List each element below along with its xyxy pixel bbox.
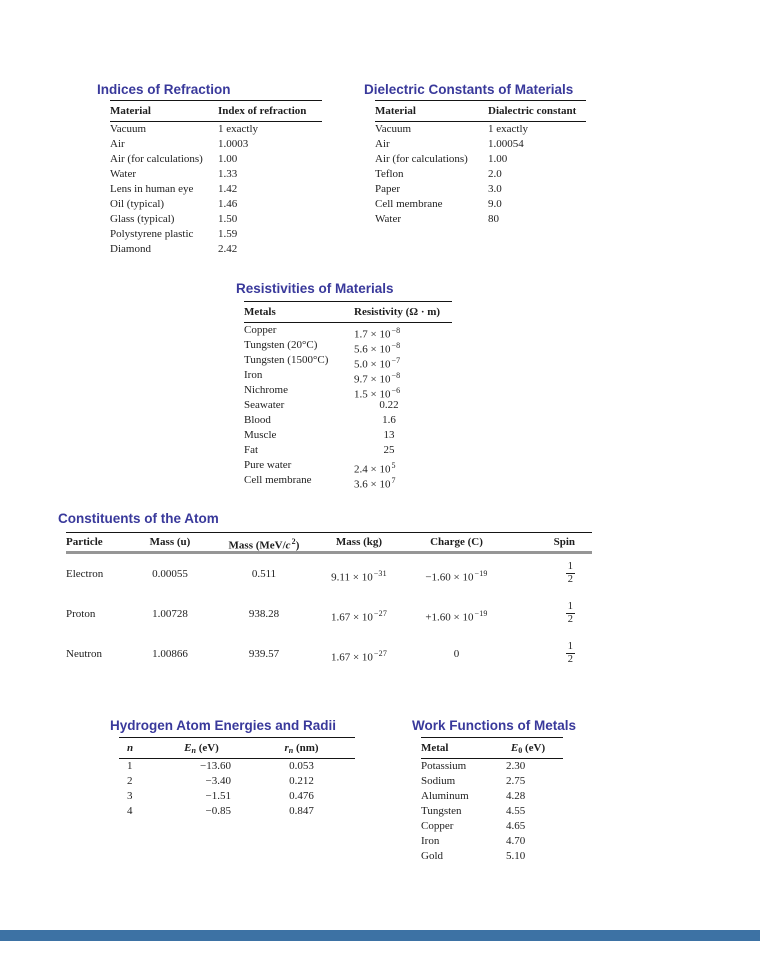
column-header: Index of refraction [218, 105, 307, 117]
table-header-row [244, 302, 452, 323]
text-segment: 5 [391, 461, 396, 470]
text-segment: −6 [391, 386, 401, 395]
table-header-row [110, 101, 322, 122]
column-header: Mass (kg) [335, 536, 383, 548]
table-cell [354, 398, 451, 413]
table-cell: 0.511 [251, 568, 277, 580]
fraction [566, 641, 575, 665]
text-segment: 5.6 × 10 [354, 343, 391, 356]
table-row [66, 594, 592, 634]
text-segment: +1.60 × 10 [425, 611, 474, 624]
table-row [421, 834, 563, 849]
table-cell: Diamond [110, 243, 151, 255]
text-segment: −27 [373, 649, 388, 658]
text-segment: 0 [518, 746, 523, 755]
table-cell: 1.46 [218, 198, 238, 210]
text-segment: 1.67 × 10 [330, 651, 373, 664]
table-cell [354, 413, 451, 428]
text-segment: −19 [474, 569, 488, 578]
table-cell: Vacuum [110, 123, 147, 135]
table-cell [314, 594, 404, 634]
table-row [110, 137, 322, 152]
table-cell: 1.00728 [152, 608, 188, 620]
table-cell: Iron [421, 835, 440, 847]
fraction [566, 561, 575, 585]
table-row [119, 804, 355, 819]
constituents-of-atom-table [66, 532, 592, 674]
table-cell: 0 [453, 648, 460, 660]
table-row [110, 227, 322, 242]
table-row [244, 353, 452, 371]
table-cell: 0.053 [289, 760, 314, 772]
fraction-numerator: 1 [567, 641, 573, 653]
text-segment: n [288, 746, 294, 755]
table-cell: Electron [66, 568, 104, 580]
column-header [493, 738, 563, 758]
text-segment: 25 [383, 444, 395, 456]
table-row [375, 182, 586, 197]
table-cell: 1.50 [218, 213, 238, 225]
text-segment: 1.6 [382, 414, 396, 426]
table-row [244, 413, 452, 428]
text-segment: 1.5 × 10 [354, 388, 391, 401]
table-row [66, 554, 592, 594]
table-cell: Tungsten (1500°C) [244, 354, 329, 366]
resistivities-table [244, 301, 452, 491]
table-row [244, 443, 452, 458]
table-cell: Gold [421, 850, 443, 862]
bottom-bar [0, 930, 760, 941]
table-cell: Copper [421, 820, 454, 832]
table-title-resistivity: Resistivities of Materials [236, 281, 394, 296]
table-row [244, 338, 452, 356]
column-header: Mass (u) [149, 536, 191, 548]
table-cell: 2.30 [506, 760, 526, 772]
table-row [375, 122, 586, 137]
table-cell: Potassium [421, 760, 467, 772]
text-segment: E [184, 742, 192, 754]
column-header: Resistivity (Ω · m) [354, 306, 441, 318]
table-cell [509, 634, 590, 674]
table-row [244, 473, 452, 491]
table-row [244, 323, 452, 341]
fraction-denominator: 2 [567, 653, 573, 665]
table-cell: 0.476 [289, 790, 314, 802]
column-header: Particle [66, 536, 103, 548]
table-cell [354, 323, 451, 341]
table-row [375, 137, 586, 152]
table-cell: 1.00054 [488, 138, 524, 150]
table-cell: 939.57 [248, 648, 280, 660]
text-segment: 2 [291, 537, 296, 546]
table-row [244, 368, 452, 386]
table-cell: 2 [127, 775, 133, 787]
column-header: Charge (C) [430, 536, 483, 548]
fraction-denominator: 2 [567, 573, 573, 585]
table-cell: 0.847 [289, 805, 314, 817]
text-segment: −1.60 × 10 [425, 571, 474, 584]
table-row [421, 789, 563, 804]
column-header: Material [375, 105, 416, 117]
table-cell: Proton [66, 608, 96, 620]
table-title-hydrogen: Hydrogen Atom Energies and Radii [110, 718, 337, 733]
table-cell: 1.0003 [218, 138, 249, 150]
table-cell: Air (for calculations) [110, 153, 203, 165]
text-segment: n [191, 746, 196, 755]
table-cell [354, 443, 451, 458]
table-cell: Aluminum [421, 790, 469, 802]
table-title-dielectric: Dielectric Constants of Materials [364, 82, 574, 97]
table-header-row [119, 738, 355, 759]
column-header [154, 738, 249, 758]
text-segment: 7 [391, 476, 396, 485]
table-cell [314, 634, 404, 674]
table-cell: 2.0 [488, 168, 502, 180]
text-segment: (eV) [522, 742, 546, 754]
table-cell: Glass (typical) [110, 213, 175, 225]
table-title-indices: Indices of Refraction [97, 82, 231, 97]
fraction-numerator: 1 [567, 601, 573, 613]
table-cell: Tungsten (20°C) [244, 339, 318, 351]
table-row [244, 458, 452, 476]
table-cell [314, 554, 404, 594]
table-row [110, 122, 322, 137]
text-segment: −8 [391, 341, 401, 350]
table-cell: Iron [244, 369, 263, 381]
text-segment: −27 [373, 609, 388, 618]
text-segment: ) [295, 539, 300, 552]
table-cell: 80 [488, 213, 499, 225]
table-row [421, 759, 563, 774]
table-cell: 1.00 [488, 153, 508, 165]
table-cell [354, 338, 451, 356]
column-header [249, 738, 354, 758]
table-row [375, 212, 586, 227]
table-cell: 1 exactly [218, 123, 259, 135]
table-cell: Nichrome [244, 384, 288, 396]
table-row [375, 197, 586, 212]
table-cell [354, 473, 451, 491]
text-segment: −31 [373, 569, 387, 578]
table-row [66, 634, 592, 674]
text-segment: 9.11 × 10 [331, 571, 373, 584]
column-header [214, 533, 314, 551]
table-cell [354, 353, 451, 371]
table-cell: 2.75 [506, 775, 526, 787]
table-row [375, 152, 586, 167]
dielectric-constants-table [375, 100, 586, 227]
table-row [119, 774, 355, 789]
column-header: Metals [244, 306, 276, 318]
table-cell [354, 368, 451, 386]
table-cell [354, 383, 451, 401]
text-segment: 1.7 × 10 [354, 328, 391, 341]
table-row [375, 167, 586, 182]
text-segment: r [284, 742, 289, 754]
table-header-row [375, 101, 586, 122]
text-segment: −8 [391, 371, 401, 380]
table-cell: Cell membrane [375, 198, 443, 210]
table-cell: −13.60 [200, 760, 231, 772]
table-cell: 1 [127, 760, 133, 772]
text-segment: Mass (MeV/ [228, 539, 286, 552]
table-row [110, 167, 322, 182]
table-title-work-functions: Work Functions of Metals [412, 718, 577, 733]
table-cell: Paper [375, 183, 401, 195]
table-cell: 1.33 [218, 168, 238, 180]
table-row [110, 152, 322, 167]
table-cell: Seawater [244, 399, 285, 411]
table-cell: Cell membrane [244, 474, 312, 486]
table-cell [404, 554, 509, 594]
column-header: Material [110, 105, 151, 117]
table-cell [509, 594, 590, 634]
table-cell: Teflon [375, 168, 404, 180]
table-cell: 1.00866 [152, 648, 188, 660]
table-header-row [66, 533, 592, 554]
table-row [110, 242, 322, 257]
table-row [119, 789, 355, 804]
table-cell [354, 458, 451, 476]
table-cell: Fat [244, 444, 259, 456]
table-cell: Muscle [244, 429, 277, 441]
table-cell: Polystyrene plastic [110, 228, 194, 240]
hydrogen-energies-radii-table [119, 737, 355, 819]
table-cell: 4 [127, 805, 133, 817]
table-cell [509, 554, 590, 594]
table-cell: Lens in human eye [110, 183, 194, 195]
table-cell: 4.55 [506, 805, 526, 817]
table-row [110, 182, 322, 197]
table-cell: 0.00055 [152, 568, 188, 580]
table-row [421, 804, 563, 819]
text-segment: (eV) [195, 742, 219, 754]
table-cell: 1 exactly [488, 123, 529, 135]
column-header [119, 738, 154, 758]
table-cell: Tungsten [421, 805, 462, 817]
table-row [119, 759, 355, 774]
table-cell: Water [375, 213, 401, 225]
table-cell: Air [375, 138, 390, 150]
fraction-denominator: 2 [567, 613, 573, 625]
table-cell [354, 428, 451, 443]
table-row [110, 212, 322, 227]
table-row [421, 849, 563, 864]
table-cell: 9.0 [488, 198, 502, 210]
text-segment: n [127, 742, 134, 754]
work-functions-table [421, 737, 563, 864]
table-row [244, 398, 452, 413]
table-cell: 0.212 [289, 775, 314, 787]
table-cell: 4.65 [506, 820, 526, 832]
table-row [421, 819, 563, 834]
text-segment: 5.0 × 10 [354, 358, 391, 371]
table-cell: −1.51 [205, 790, 231, 802]
table-cell: −0.85 [205, 805, 231, 817]
table-cell: 1.59 [218, 228, 238, 240]
table-cell: Pure water [244, 459, 292, 471]
table-row [244, 383, 452, 401]
table-cell: 3 [127, 790, 133, 802]
text-segment: −8 [391, 326, 401, 335]
table-header-row [421, 738, 563, 759]
column-header: Metal [421, 742, 449, 754]
column-header: Dialectric constant [488, 105, 577, 117]
table-row [244, 428, 452, 443]
table-row [421, 774, 563, 789]
text-segment: 1.67 × 10 [330, 611, 373, 624]
table-cell: Blood [244, 414, 271, 426]
table-cell: 938.28 [248, 608, 280, 620]
table-cell: Copper [244, 324, 277, 336]
table-title-constituents: Constituents of the Atom [58, 511, 219, 526]
table-cell: Vacuum [375, 123, 412, 135]
table-cell: −3.40 [205, 775, 231, 787]
table-cell: Sodium [421, 775, 456, 787]
table-cell: 1.42 [218, 183, 238, 195]
fraction-numerator: 1 [567, 561, 573, 573]
text-segment: 13 [383, 429, 395, 441]
table-cell: 2.42 [218, 243, 238, 255]
table-cell: Neutron [66, 648, 103, 660]
text-segment: −7 [391, 356, 401, 365]
table-cell: 3.0 [488, 183, 502, 195]
indices-of-refraction-table [110, 100, 322, 257]
table-row [110, 197, 322, 212]
column-header: Spin [553, 536, 575, 548]
text-segment: c [285, 539, 291, 552]
table-cell: 4.28 [506, 790, 526, 802]
table-cell: Air (for calculations) [375, 153, 468, 165]
table-cell: 5.10 [506, 850, 526, 862]
fraction [566, 601, 575, 625]
table-cell: Oil (typical) [110, 198, 165, 210]
text-segment: 9.7 × 10 [354, 373, 391, 386]
table-cell: Water [110, 168, 136, 180]
text-segment: −19 [474, 609, 488, 618]
text-segment: 0.22 [379, 399, 399, 411]
text-segment: E [510, 742, 519, 754]
table-cell: 1.00 [218, 153, 238, 165]
text-segment: 3.6 × 10 [354, 478, 391, 491]
table-cell: Air [110, 138, 125, 150]
table-cell: 4.70 [506, 835, 526, 847]
table-cell [404, 594, 509, 634]
text-segment: (nm) [293, 742, 319, 754]
text-segment: 2.4 × 10 [354, 463, 391, 476]
